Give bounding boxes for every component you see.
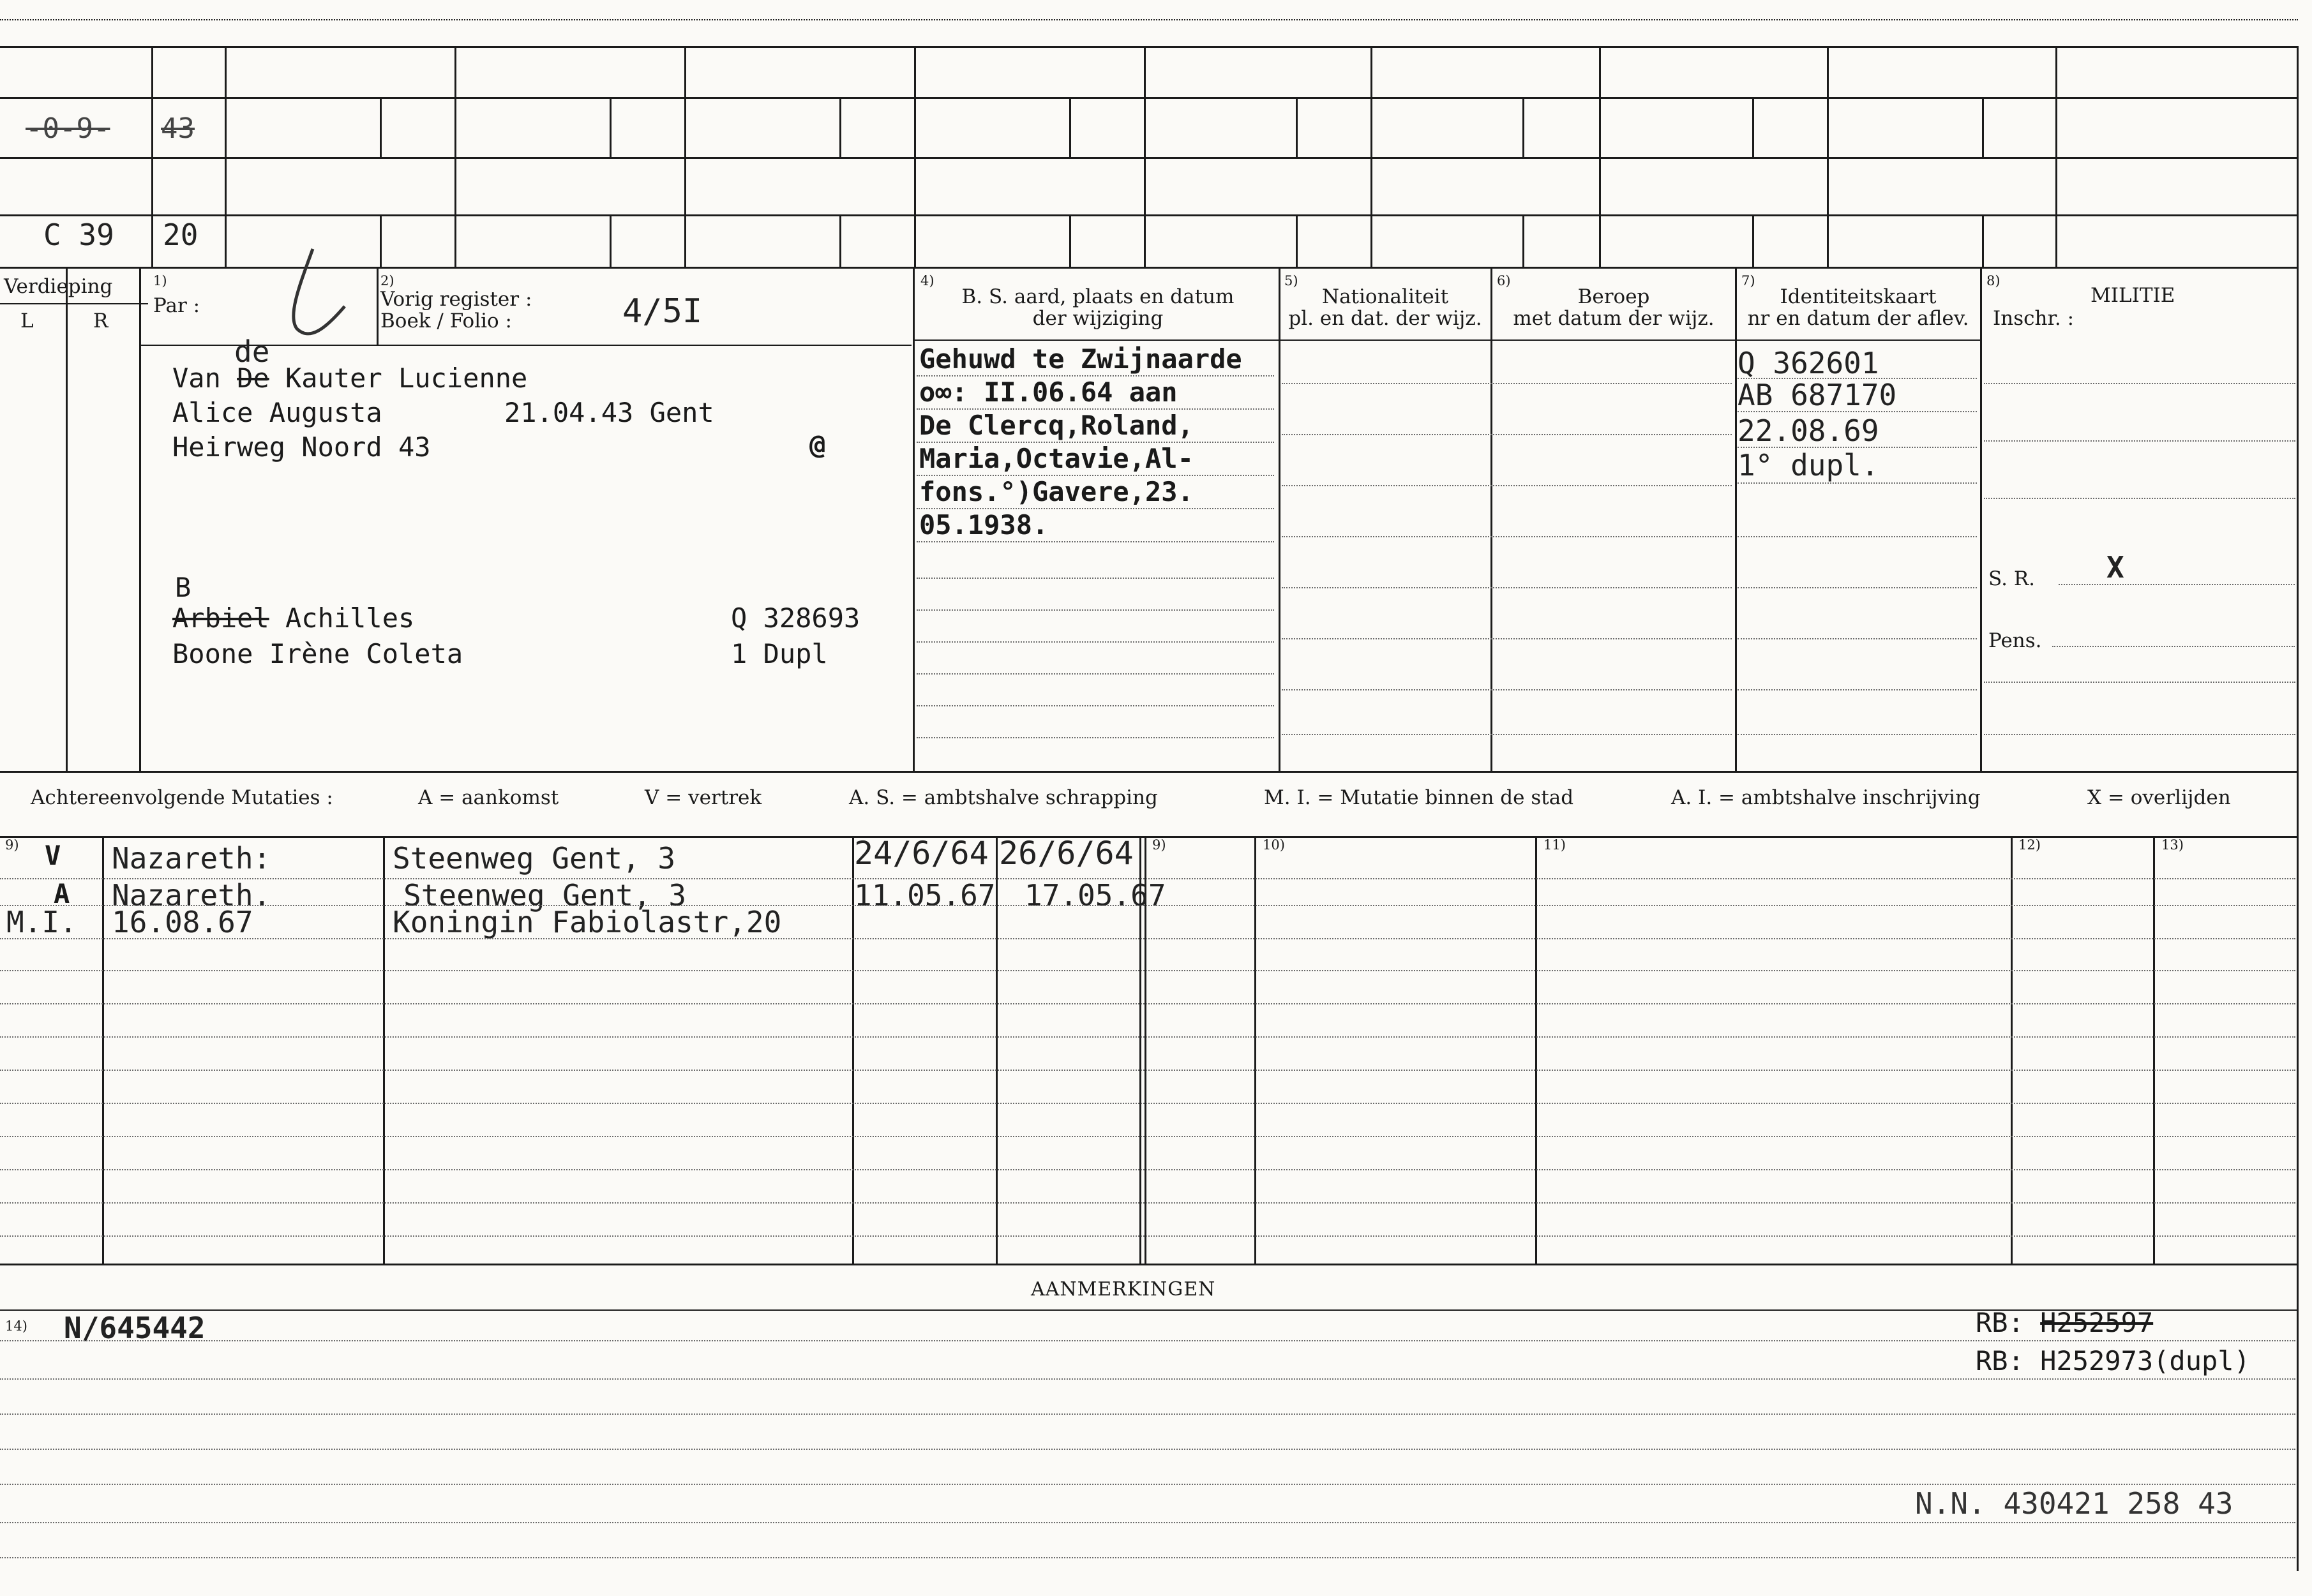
verdieping-label: Verdieping bbox=[4, 275, 113, 298]
dotted-line bbox=[1738, 482, 1977, 484]
grid-line bbox=[913, 267, 915, 771]
dotted-line bbox=[0, 1235, 2295, 1237]
dotted-line bbox=[0, 1169, 2295, 1170]
grid-line bbox=[0, 46, 2298, 48]
header-divider bbox=[0, 303, 148, 304]
grid-line bbox=[1490, 267, 1492, 771]
dotted-line bbox=[1738, 638, 1977, 639]
dotted-line bbox=[917, 641, 1274, 643]
grid-line bbox=[610, 214, 612, 267]
grid-line bbox=[1069, 214, 1071, 267]
remarks-rb1 bbox=[1976, 1309, 2153, 1336]
mutation-date2: 26/6/64 bbox=[999, 835, 1134, 872]
spouse-id: Q 328693 bbox=[731, 602, 860, 634]
dotted-line bbox=[0, 938, 2295, 939]
spouse-name: Achilles bbox=[269, 602, 415, 634]
bs-line: De Clercq,Roland, bbox=[919, 410, 1194, 441]
dotted-line bbox=[0, 1449, 2295, 1450]
grid-line bbox=[1069, 97, 1071, 157]
dotted-line bbox=[1738, 587, 1977, 588]
dotted-line bbox=[0, 878, 2295, 879]
mutation-place: 16.08.67 bbox=[112, 905, 253, 939]
dotted-line bbox=[0, 1484, 2295, 1485]
mutation-date2: 17.05.67 bbox=[1025, 878, 1166, 913]
grid-line bbox=[2011, 836, 2013, 1264]
bs-header bbox=[919, 286, 1277, 329]
dotted-line bbox=[917, 737, 1274, 738]
dotted-line bbox=[2059, 584, 2295, 585]
dotted-line bbox=[0, 970, 2295, 971]
dotted-line bbox=[1282, 734, 1732, 735]
field-number: 13) bbox=[2161, 837, 2184, 853]
dotted-line bbox=[917, 578, 1274, 579]
beroep-header-line2: met datum der wijz. bbox=[1513, 307, 1715, 331]
dotted-line bbox=[0, 1413, 2295, 1415]
field-number: 11) bbox=[1543, 837, 1566, 853]
remarks-n-number: N/645442 bbox=[64, 1311, 206, 1345]
spouse-name-struck: Arbiel bbox=[172, 602, 269, 634]
field-number: 4) bbox=[920, 273, 935, 288]
person-address: Heirweg Noord 43 bbox=[172, 431, 431, 463]
person-given-names: Alice Augusta bbox=[172, 397, 382, 428]
top-code: C 39 bbox=[43, 218, 114, 252]
top-edge-line bbox=[0, 19, 2298, 20]
grid-line bbox=[139, 267, 141, 771]
grid-line bbox=[1296, 214, 1298, 267]
identiteitskaart-header bbox=[1736, 286, 1980, 329]
field-number: 7) bbox=[1741, 273, 1755, 288]
grid-line bbox=[0, 771, 2298, 773]
parent-dupl: 1 Dupl bbox=[731, 638, 828, 669]
legend-title: Achtereenvolgende Mutaties : bbox=[31, 786, 333, 809]
header-divider bbox=[914, 339, 1980, 341]
mutation-address: Steenweg Gent, 3 bbox=[403, 878, 687, 913]
dotted-line bbox=[1282, 689, 1732, 690]
grid-line bbox=[839, 214, 841, 267]
bs-line: Gehuwd te Zwijnaarde bbox=[919, 343, 1242, 375]
dotted-line bbox=[0, 905, 2295, 906]
field-number: 1) bbox=[153, 273, 167, 288]
dotted-line bbox=[1738, 378, 1977, 379]
nationaliteit-header-line1: Nationaliteit bbox=[1321, 285, 1449, 308]
grid-line bbox=[1735, 267, 1737, 771]
field-number: 9) bbox=[5, 837, 19, 853]
sr-label: S. R. bbox=[1988, 567, 2036, 590]
dotted-line bbox=[0, 1036, 2295, 1038]
grid-line bbox=[2055, 46, 2057, 267]
field-number: 12) bbox=[2018, 837, 2041, 853]
grid-line bbox=[914, 46, 916, 267]
dotted-line bbox=[1282, 485, 1732, 486]
dotted-line bbox=[0, 1003, 2295, 1004]
dotted-line bbox=[0, 1070, 2295, 1071]
nationaliteit-header bbox=[1280, 286, 1490, 329]
remarks-rb1-value: H252597 bbox=[2040, 1307, 2154, 1338]
grid-line bbox=[380, 97, 382, 157]
dotted-line bbox=[917, 705, 1274, 706]
field-number: 14) bbox=[5, 1318, 27, 1334]
grid-line bbox=[996, 836, 998, 1264]
mutation-code: M.I. bbox=[6, 905, 77, 939]
dotted-line bbox=[1984, 682, 2295, 683]
dotted-line bbox=[1738, 689, 1977, 690]
field-number: 8) bbox=[1986, 273, 2000, 288]
mutation-code: V bbox=[45, 840, 61, 871]
field-number: 5) bbox=[1284, 273, 1298, 288]
mutation-code: A bbox=[54, 878, 70, 909]
dotted-line bbox=[917, 442, 1274, 443]
dotted-line bbox=[0, 1340, 2295, 1341]
bs-header-line2: der wijziging bbox=[1032, 307, 1164, 331]
grid-line bbox=[1752, 214, 1754, 267]
grid-line bbox=[1279, 267, 1280, 771]
remarks-nn: N.N. 430421 258 43 bbox=[1915, 1486, 2233, 1521]
dotted-line bbox=[1984, 734, 2295, 735]
grid-line bbox=[1535, 836, 1537, 1264]
identity-line: 1° dupl. bbox=[1738, 448, 1879, 482]
militie-header: MILITIE bbox=[2091, 284, 2175, 307]
grid-line bbox=[839, 97, 841, 157]
dotted-line bbox=[917, 508, 1274, 509]
grid-line bbox=[1982, 214, 1984, 267]
beroep-header bbox=[1492, 286, 1735, 329]
person-name-struck: De bbox=[237, 362, 269, 394]
field-number: 6) bbox=[1497, 273, 1511, 288]
mutation-date1: 24/6/64 bbox=[854, 835, 989, 872]
dotted-line bbox=[1984, 440, 2295, 442]
bs-line: fons.°)Gavere,23. bbox=[919, 476, 1194, 507]
spouse-line bbox=[172, 602, 415, 634]
bs-line: o∞: II.06.64 aan bbox=[919, 377, 1178, 408]
dotted-line bbox=[0, 1136, 2295, 1137]
remarks-rb2: RB: H252973(dupl) bbox=[1976, 1345, 2250, 1376]
mutation-address: Koningin Fabiolastr,20 bbox=[393, 905, 782, 939]
identity-line: AB 687170 bbox=[1738, 378, 1897, 412]
handwritten-stroke bbox=[274, 246, 389, 348]
dotted-line bbox=[1282, 434, 1732, 435]
grid-line bbox=[1522, 97, 1524, 157]
dotted-line bbox=[1738, 411, 1977, 412]
grid-line bbox=[225, 46, 227, 267]
mutation-place: Nazareth: bbox=[112, 841, 271, 876]
legend-overlijden: X = overlijden bbox=[2087, 786, 2231, 809]
pens-label: Pens. bbox=[1988, 629, 2042, 652]
bs-header-line1: B. S. aard, plaats en datum bbox=[961, 285, 1235, 308]
grid-line bbox=[1144, 46, 1146, 267]
dotted-line bbox=[1738, 734, 1977, 735]
dotted-line bbox=[1282, 383, 1732, 384]
grid-line bbox=[102, 836, 104, 1264]
grid-line bbox=[0, 1309, 2298, 1311]
legend-vertrek: V = vertrek bbox=[645, 786, 762, 809]
field-number: 2) bbox=[380, 273, 394, 288]
grid-line bbox=[0, 214, 2298, 216]
top-code-struck: 43 bbox=[161, 112, 195, 145]
grid-line bbox=[1254, 836, 1256, 1264]
person-insert-de: de bbox=[234, 334, 270, 369]
grid-line bbox=[684, 46, 686, 267]
dotted-line bbox=[1738, 447, 1977, 448]
bs-line: 05.1938. bbox=[919, 509, 1049, 541]
dotted-line bbox=[0, 1522, 2295, 1523]
parent-line: Boone Irène Coleta bbox=[172, 638, 463, 669]
grid-line bbox=[0, 157, 2298, 159]
dotted-line bbox=[1738, 536, 1977, 537]
dotted-line bbox=[2052, 646, 2295, 647]
grid-line bbox=[1980, 267, 1982, 771]
identiteitskaart-header-line2: nr en datum der aflev. bbox=[1747, 307, 1969, 331]
grid-line bbox=[383, 836, 385, 1264]
legend-ambtshalve-inschrijving: A. I. = ambtshalve inschrijving bbox=[1671, 786, 1981, 809]
remarks-title: AANMERKINGEN bbox=[1031, 1278, 1216, 1301]
dotted-line bbox=[917, 673, 1274, 675]
nationaliteit-header-line2: pl. en dat. der wijz. bbox=[1288, 307, 1482, 331]
dotted-line bbox=[0, 1202, 2295, 1204]
grid-line bbox=[0, 97, 2298, 99]
grid-line bbox=[1752, 97, 1754, 157]
person-mark: @ bbox=[809, 429, 826, 460]
person-name-prefix: Van bbox=[172, 362, 237, 394]
dotted-line bbox=[917, 375, 1274, 377]
grid-line bbox=[66, 267, 68, 771]
grid-line bbox=[151, 46, 153, 267]
dotted-line bbox=[0, 1103, 2295, 1104]
par-label: Par : bbox=[153, 294, 200, 317]
identity-line: 22.08.69 bbox=[1738, 414, 1879, 448]
field-number: 10) bbox=[1263, 837, 1285, 853]
identiteitskaart-header-line1: Identiteitskaart bbox=[1780, 285, 1937, 308]
legend-mutatie-stad: M. I. = Mutatie binnen de stad bbox=[1264, 786, 1574, 809]
sr-value: X bbox=[2106, 550, 2124, 585]
grid-line bbox=[1370, 46, 1372, 267]
floor-l-label: L bbox=[20, 310, 34, 332]
dotted-line bbox=[1282, 638, 1732, 639]
remarks-rb1-label: RB: bbox=[1976, 1307, 2024, 1338]
grid-line bbox=[454, 46, 456, 267]
grid-line bbox=[1522, 214, 1524, 267]
beroep-header-line1: Beroep bbox=[1577, 285, 1650, 308]
grid-line bbox=[1599, 46, 1601, 267]
field-number: 9) bbox=[1152, 837, 1166, 853]
bs-line: Maria,Octavie,Al- bbox=[919, 443, 1194, 474]
grid-line bbox=[1296, 97, 1298, 157]
mutation-place: Nazareth. bbox=[112, 878, 271, 913]
grid-line bbox=[0, 836, 2298, 838]
dotted-line bbox=[0, 1378, 2295, 1380]
grid-line bbox=[0, 1264, 2298, 1265]
person-b-label: B bbox=[175, 572, 191, 603]
dotted-line bbox=[917, 541, 1274, 542]
floor-r-label: R bbox=[93, 310, 109, 332]
grid-line bbox=[1982, 97, 1984, 157]
dotted-line bbox=[1984, 383, 2295, 384]
dotted-line bbox=[917, 475, 1274, 476]
inschr-label: Inschr. : bbox=[1993, 307, 2075, 330]
top-code: 20 bbox=[163, 218, 199, 252]
grid-line bbox=[2153, 836, 2155, 1264]
legend-aankomst: A = aankomst bbox=[418, 786, 559, 809]
person-name-rest: Kauter Lucienne bbox=[269, 362, 528, 394]
dotted-line bbox=[917, 609, 1274, 611]
person-birth: 21.04.43 Gent bbox=[504, 397, 714, 428]
boek-folio-label: Boek / Folio : bbox=[380, 310, 512, 332]
boek-folio-value: 4/5I bbox=[622, 292, 703, 331]
dotted-line bbox=[0, 1557, 2295, 1558]
dotted-line bbox=[1282, 587, 1732, 588]
grid-line bbox=[1827, 46, 1829, 267]
legend-ambtshalve-schrapping: A. S. = ambtshalve schrapping bbox=[849, 786, 1158, 809]
vorig-register-label: Vorig register : bbox=[380, 288, 532, 311]
dotted-line bbox=[1984, 498, 2295, 499]
top-code-struck: -0-9- bbox=[26, 112, 110, 145]
mutation-address: Steenweg Gent, 3 bbox=[393, 841, 676, 876]
grid-line bbox=[2297, 46, 2299, 1571]
mutation-date1: 11.05.67 bbox=[854, 878, 996, 913]
dotted-line bbox=[1282, 536, 1732, 537]
dotted-line bbox=[917, 408, 1274, 410]
grid-line bbox=[610, 97, 612, 157]
person-name-line1 bbox=[172, 362, 528, 394]
identity-line: Q 362601 bbox=[1738, 346, 1879, 380]
